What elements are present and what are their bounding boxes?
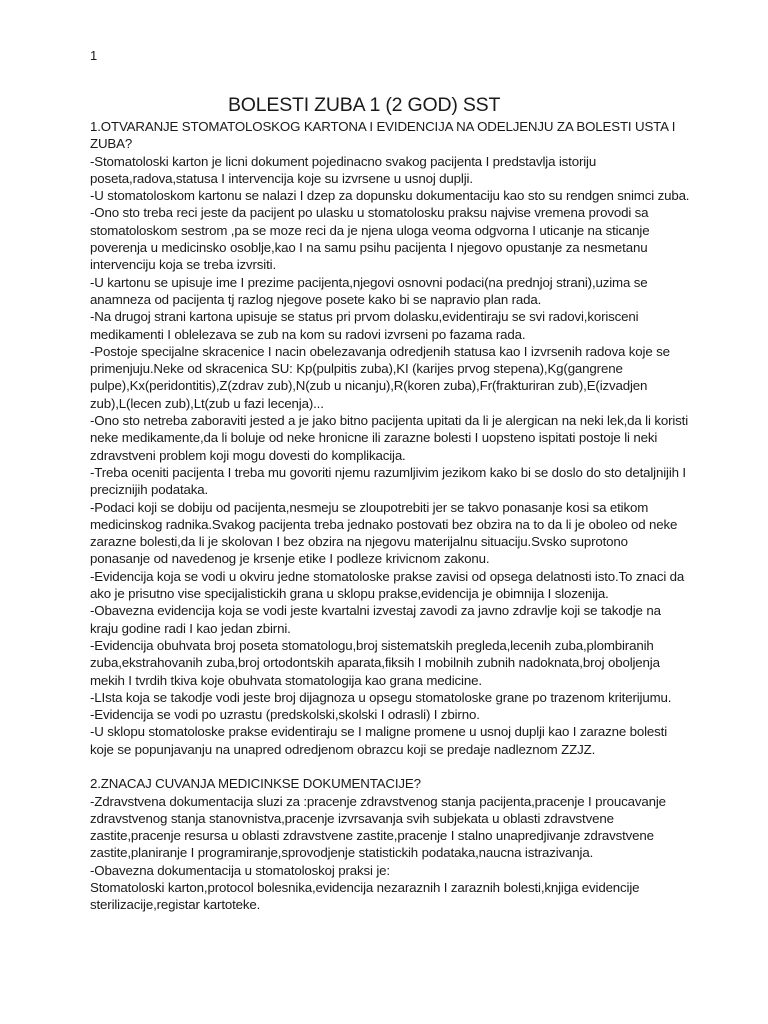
section-1-paragraph: -Evidencija koja se vodi u okviru jedne stomatoloske prakse zavisi od opsega delatnosti isto.To znaci da ako je prisutno vise specijalistickih grana u sklopu prakse,evidencija je obimnija I slozenija. <box>90 568 685 602</box>
section-spacer <box>90 758 690 775</box>
section-1-paragraph: -Stomatoloski karton je licni dokument pojedinacno svakog pacijenta I predstavlja istoriju poseta,radova,statusa I intervencija koje su izvrsene u usnoj duplji. <box>90 153 597 186</box>
section-1-paragraph: -U stomatoloskom kartonu se nalazi I dzep za dopunsku dokumentaciju kao sto su rendgen snimci zuba. <box>90 188 690 204</box>
section-2-paragraph: Stomatoloski karton,protocol bolesnika,evidencija nezaraznih I zaraznih bolesti,knjiga evidencije sterilizacije,registar kartoteke. <box>90 880 640 913</box>
section-1-paragraph: -Na drugoj strani kartona upisuje se status pri prvom dolasku,evidentiraju se svi radovi,korisceni medikamenti I oblelezava se zub na kom su radovi izvrseni po fazama rada. <box>90 309 639 342</box>
page-number: 1 <box>90 48 98 63</box>
section-1-paragraph: -Ono sto netreba zaboraviti jested a je jako bitno pacijenta upitati da li je alergican na neki lek,da li koristi neke medikamente,da li boluje od neke hronicne ili zarazne bolesti I uopsteno ispitati postoje li neki zdravstveni problem koji mogu dovesti do komplikacija. <box>90 413 689 463</box>
section-2-paragraph: -Zdravstvena dokumentacija sluzi za :pracenje zdravstvenog stanja pacijenta,pracenje I proucavanje zdravstvenog stanja stanovnistva,pracenje izvrsavanja svih subjekata u oblasti zdravstvene zastite,pracenje resursa u oblasti zdravstvene zastite,pracenje I stalno unapredjivanje zdravstvene zastite,planiranje I programiranje,sprovodjenje statistickih podataka,naucna istrazivanja. <box>90 793 666 861</box>
section-1-paragraph: -Evidencija obuhvata broj poseta stomatologu,broj sistematskih pregleda,lecenih zuba,plombiranih zuba,ekstrahovanih zuba,broj ortodontskih aparata,fiksih I mobilnih zubnih nadoknata,broj oboljenja mekih I tvrdih tkiva koje obuhvata stomatologija kao grana medicine. <box>90 637 660 688</box>
section-1-paragraph: -Evidencija se vodi po uzrastu (predskolski,skolski I odrasli) I zbirno. <box>90 707 480 723</box>
document-body <box>90 118 690 914</box>
section-2-heading: 2.ZNACAJ CUVANJA MEDICINKSE DOKUMENTACIJE? <box>90 776 421 792</box>
section-1-paragraph: -U sklopu stomatoloske prakse evidentiraju se I maligne promene u usnoj duplji kao I zarazne bolesti koje se popunjavanju na unapred odredjenom obrazcu koji se predaje nadleznom ZZJZ. <box>90 724 668 757</box>
section-1-paragraph: -U kartonu se upisuje ime I prezime pacijenta,njegovi osnovni podaci(na prednjoj strani),uzima se anamneza od pacijenta tj razlog njegove posete kako bi se napravio plan rada. <box>90 274 648 307</box>
section-1-paragraph: -Obavezna evidencija koja se vodi jeste kvartalni izvestaj zavodi za javno zdravlje koji se takodje na kraju godine radi I kao jedan zbirni. <box>90 603 661 636</box>
document-title: BOLESTI ZUBA 1 (2 GOD) SST <box>228 94 501 116</box>
section-1-paragraph: -Podaci koji se dobiju od pacijenta,nesmeju se zloupotrebiti jer se takvo ponasanje kosi sa etikom medicinskog radnika.Svakog pacijenta treba jednako postovati bez obzira na to da li je oboleo od neke zarazne bolesti,da li je skolovan I bez obzira na njegovu materijalnu situaciju.Svsko suprotono ponasanje od navedenog je krsenje etike I podleze krivicnom zakonu. <box>90 499 678 567</box>
section-1-paragraph: -Ono sto treba reci jeste da pacijent po ulasku u stomatolosku praksu najvise vremena provodi sa stomatoloskom sestrom ,pa se moze reci da je njena uloga veoma odgvorna I uticanje na sticanje poverenja u medicinsko osoblje,kao I na samu psihu pacijenta I njegovo opustanje za nesmetanu intervenciju koja se treba izvrsiti. <box>90 205 650 273</box>
section-1-heading: 1.OTVARANJE STOMATOLOSKOG KARTONA I EVIDENCIJA NA ODELJENJU ZA BOLESTI USTA I ZUBA? <box>90 119 676 152</box>
section-1-paragraph: -Postoje specijalne skracenice I nacin obelezavanja odredjenih statusa kao I izvrsenih radova koje se primenjuju.Neke od skracenica SU: Kp(pulpitis zuba),KI (karijes prvog stepena),Kg(gangrene pulpe),Kx(peridontitis),Z(zdrav zub),N(zub u nicanju),R(koren zuba),Fr(frakturiran zub),E(izvadjen zub),L(lecen zub),Lt(zub u fazi lecenja)... <box>90 343 670 411</box>
section-2-paragraph: -Obavezna dokumentacija u stomatoloskoj praksi je: <box>90 862 390 878</box>
section-1-paragraph: -Treba oceniti pacijenta I treba mu govoriti njemu razumljivim jezikom kako bi se doslo do sto detaljnijih I preciznijih podataka. <box>90 464 686 498</box>
section-1-paragraph: -LIsta koja se takodje vodi jeste broj dijagnoza u opsegu stomatoloske grane po trazenom kriterijumu. <box>90 689 672 705</box>
